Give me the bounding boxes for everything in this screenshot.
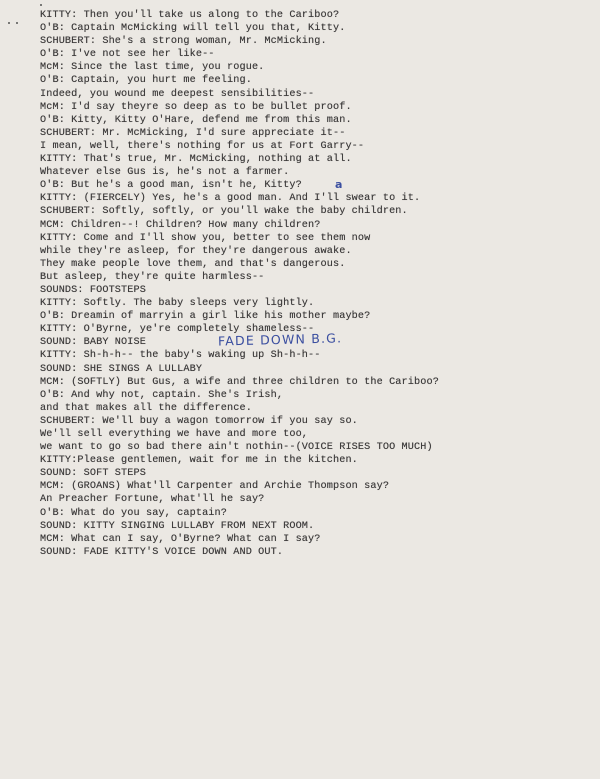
script-line: KITTY: Come and I'll show you, better to see them now [40,232,371,244]
script-line: SOUNDS: FOOTSTEPS [40,284,146,296]
script-line: SCHUBERT: Softly, softly, or you'll wake the baby children. [40,206,408,218]
script-line: KITTY: Then you'll take us along to the Cariboo? [40,10,340,21]
script-line: SOUND: SOFT STEPS [40,468,146,480]
paper-speck [40,4,42,6]
paper-speck [8,22,10,24]
script-line: They make people love them, and that's dangerous. [40,258,346,270]
script-line: MCM: (GROANS) What'll Carpenter and Archie Thompson say? [40,481,390,493]
script-line: while they're asleep, for they're dangerous awake. [40,245,352,257]
script-line: SOUND: SHE SINGS A LULLABY [40,363,203,375]
script-line: and that makes all the difference. [40,402,252,414]
script-line: O'B: But he's a good man, isn't he, Kitty? [40,180,302,192]
script-line: O'B: What do you say, captain? [40,507,228,519]
handwritten-fade-note: FADE DOWN B.G. [217,330,343,349]
script-line: O'B: And why not, captain. She's Irish, [40,389,284,401]
script-line: KITTY: Sh-h-h-- the baby's waking up Sh-h-h-- [40,350,321,362]
script-line: KITTY: That's true, Mr. McMicking, nothing at all. [40,154,352,166]
paper-speck [16,22,18,24]
script-line: McM: I'd say theyre so deep as to be bullet proof. [40,101,352,113]
script-line: Whatever else Gus is, he's not a farmer. [40,167,290,179]
script-line: KITTY: O'Byrne, ye're completely shameless-- [40,324,315,336]
script-line: O'B: Captain McMicking will tell you that, Kitty. [40,23,346,35]
script-line: SOUND: KITTY SINGING LULLABY FROM NEXT ROOM. [40,520,315,532]
script-line: KITTY:Please gentlemen, wait for me in the kitchen. [40,455,358,467]
script-line: We'll sell everything we have and more too, [40,429,309,440]
script-line: McM: Since the last time, you rogue. [40,62,265,74]
script-line: SCHUBERT: She's a strong woman, Mr. McMicking. [40,36,327,48]
script-line: MCM: What can I say, O'Byrne? What can I say? [40,533,321,545]
script-line: O'B: Dreamin of marryin a girl like his mother maybe? [40,311,371,323]
script-line: MCM: Children--! Children? How many children? [40,219,321,231]
script-line: Indeed, you wound me deepest sensibilities-- [40,88,315,100]
script-line: O'B: Kitty, Kitty O'Hare, defend me from this man. [40,114,352,126]
script-line: SCHUBERT: Mr. McMicking, I'd sure appreciate it-- [40,127,346,139]
script-line: An Preacher Fortune, what'll he say? [40,494,265,506]
script-line: But asleep, they're quite harmless-- [40,271,265,283]
handwritten-correction: a [335,178,343,191]
script-line: SOUND: BABY NOISE [40,337,146,349]
script-line: KITTY: Softly. The baby sleeps very lightly. [40,298,315,310]
script-line: I mean, well, there's nothing for us at Fort Garry-- [40,140,365,152]
script-text-block [40,9,580,559]
script-line: O'B: Captain, you hurt me feeling. [40,75,252,87]
script-line: we want to go so bad there ain't nothin--(VOICE RISES TOO MUCH) [40,442,433,454]
script-line: MCM: (SOFTLY) But Gus, a wife and three children to the Cariboo? [40,376,439,388]
script-line: KITTY: (FIERCELY) Yes, he's a good man. And I'll swear to it. [40,193,421,205]
script-line: SOUND: FADE KITTY'S VOICE DOWN AND OUT. [40,546,284,558]
script-line: O'B: I've not see her like-- [40,49,215,61]
script-line: SCHUBERT: We'll buy a wagon tomorrow if you say so. [40,415,358,427]
